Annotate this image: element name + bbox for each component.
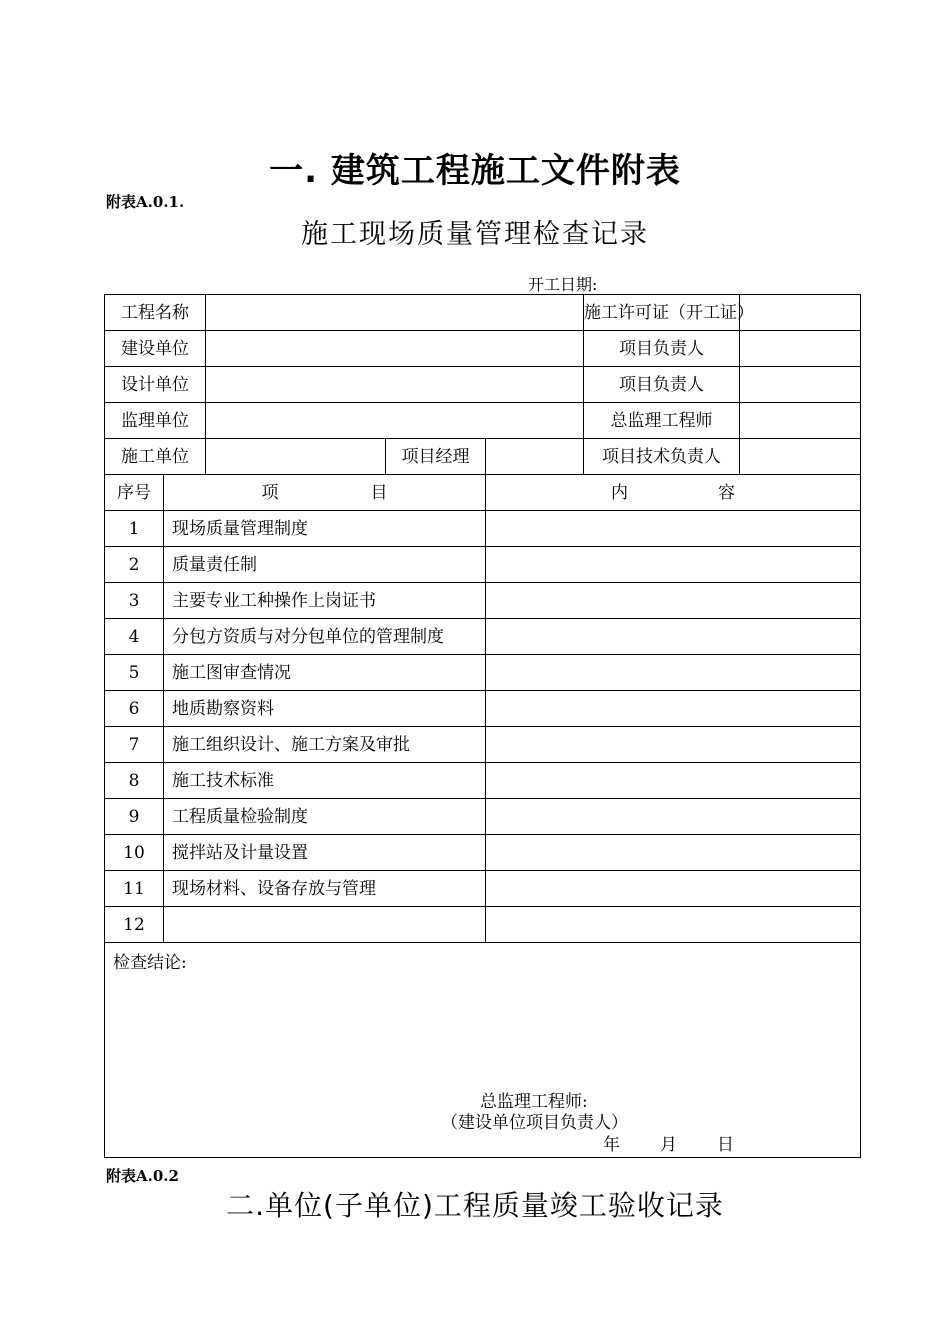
item-name: 工程质量检验制度 <box>164 799 486 835</box>
chief-supervisor-signature-label: 总监理工程师: <box>480 1092 588 1112</box>
chief-supervisor-value[interactable] <box>740 403 861 439</box>
conclusion-label: 检查结论: <box>113 953 187 973</box>
item-content[interactable] <box>486 907 861 943</box>
item-number: 10 <box>105 835 164 871</box>
tech-lead-label: 项目技术负责人 <box>584 439 740 475</box>
table-row <box>105 511 861 547</box>
item-content[interactable] <box>486 835 861 871</box>
item-number: 7 <box>105 727 164 763</box>
item-name <box>164 907 486 943</box>
item-name: 现场材料、设备存放与管理 <box>164 871 486 907</box>
supervision-unit-value[interactable] <box>206 403 584 439</box>
item-number: 1 <box>105 511 164 547</box>
content-header <box>486 475 861 511</box>
month-label: 月 <box>660 1135 677 1155</box>
table-row <box>105 835 861 871</box>
item-content[interactable] <box>486 655 861 691</box>
table-row <box>105 583 861 619</box>
row-design-unit <box>105 367 861 403</box>
chief-supervisor-label: 总监理工程师 <box>584 403 740 439</box>
permit-value[interactable] <box>740 295 861 331</box>
row-owner-unit <box>105 331 861 367</box>
item-name: 施工组织设计、施工方案及审批 <box>164 727 486 763</box>
item-number: 5 <box>105 655 164 691</box>
column-header-row <box>105 475 861 511</box>
item-name: 施工图审查情况 <box>164 655 486 691</box>
day-label: 日 <box>717 1135 734 1155</box>
owner-pm-label: 项目负责人 <box>584 331 740 367</box>
conclusion-row <box>105 943 861 1158</box>
annex-label-2: 附表A.0.2 <box>106 1167 179 1185</box>
item-name: 质量责任制 <box>164 547 486 583</box>
content-header-b: 容 <box>718 482 735 503</box>
content-header-a: 内 <box>611 482 628 503</box>
seq-header: 序号 <box>105 475 164 511</box>
project-manager-value[interactable] <box>486 439 584 475</box>
start-date-label: 开工日期: <box>528 275 598 294</box>
item-number: 6 <box>105 691 164 727</box>
tech-lead-value[interactable] <box>740 439 861 475</box>
table-row <box>105 799 861 835</box>
design-pm-value[interactable] <box>740 367 861 403</box>
item-number: 11 <box>105 871 164 907</box>
owner-unit-value[interactable] <box>206 331 584 367</box>
owner-pm-value[interactable] <box>740 331 861 367</box>
item-name: 分包方资质与对分包单位的管理制度 <box>164 619 486 655</box>
row-supervision-unit <box>105 403 861 439</box>
contractor-unit-label: 施工单位 <box>105 439 206 475</box>
design-pm-label: 项目负责人 <box>584 367 740 403</box>
project-name-value[interactable] <box>206 295 584 331</box>
table-row <box>105 907 861 943</box>
item-header <box>164 475 486 511</box>
row-contractor-unit <box>105 439 861 475</box>
row-project-name <box>105 295 861 331</box>
item-name: 施工技术标准 <box>164 763 486 799</box>
design-unit-value[interactable] <box>206 367 584 403</box>
item-number: 8 <box>105 763 164 799</box>
contractor-unit-value[interactable] <box>206 439 386 475</box>
section-title-2: 二.单位(子单位)工程质量竣工验收记录 <box>226 1189 724 1222</box>
item-number: 12 <box>105 907 164 943</box>
item-number: 9 <box>105 799 164 835</box>
table-row <box>105 547 861 583</box>
design-unit-label: 设计单位 <box>105 367 206 403</box>
item-content[interactable] <box>486 871 861 907</box>
item-name: 地质勘察资料 <box>164 691 486 727</box>
item-content[interactable] <box>486 727 861 763</box>
permit-label: 施工许可证（开工证） <box>584 295 740 331</box>
item-content[interactable] <box>486 511 861 547</box>
inspection-table <box>104 294 861 1158</box>
item-content[interactable] <box>486 799 861 835</box>
item-content[interactable] <box>486 547 861 583</box>
item-number: 2 <box>105 547 164 583</box>
owner-unit-label: 建设单位 <box>105 331 206 367</box>
item-name: 主要专业工种操作上岗证书 <box>164 583 486 619</box>
conclusion-cell[interactable] <box>105 943 861 1158</box>
year-label: 年 <box>603 1135 620 1155</box>
project-name-label: 工程名称 <box>105 295 206 331</box>
document-title: 一. 建筑工程施工文件附表 <box>269 151 681 191</box>
table-row <box>105 619 861 655</box>
table-row <box>105 871 861 907</box>
item-content[interactable] <box>486 619 861 655</box>
project-manager-label: 项目经理 <box>386 439 486 475</box>
table-row <box>105 727 861 763</box>
item-content[interactable] <box>486 691 861 727</box>
form-title: 施工现场质量管理检查记录 <box>301 219 649 250</box>
owner-pm-signature-label: （建设单位项目负责人） <box>441 1113 628 1133</box>
item-name: 现场质量管理制度 <box>164 511 486 547</box>
item-number: 4 <box>105 619 164 655</box>
item-header-a: 项 <box>261 482 279 503</box>
item-content[interactable] <box>486 583 861 619</box>
table-row <box>105 763 861 799</box>
item-content[interactable] <box>486 763 861 799</box>
table-row <box>105 655 861 691</box>
annex-label: 附表A.0.1. <box>106 193 185 211</box>
table-row <box>105 691 861 727</box>
signature-date <box>603 1135 734 1155</box>
item-number: 3 <box>105 583 164 619</box>
item-name: 搅拌站及计量设置 <box>164 835 486 871</box>
item-header-b: 目 <box>370 482 388 503</box>
supervision-unit-label: 监理单位 <box>105 403 206 439</box>
